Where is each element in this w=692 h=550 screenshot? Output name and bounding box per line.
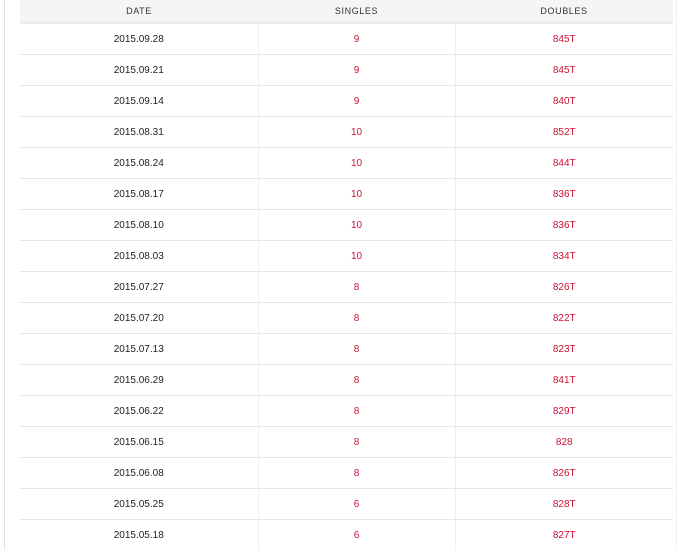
- singles-cell: 6: [258, 520, 455, 550]
- date-cell: 2015.09.21: [20, 55, 258, 86]
- weekly-chart-table: [20, 0, 673, 550]
- singles-cell: 10: [258, 210, 455, 241]
- doubles-cell: 826T: [455, 272, 673, 303]
- date-cell: 2015.06.29: [20, 365, 258, 396]
- doubles-cell: 836T: [455, 179, 673, 210]
- doubles-cell: 828T: [455, 489, 673, 520]
- singles-cell: 8: [258, 427, 455, 458]
- doubles-cell: 845T: [455, 55, 673, 86]
- doubles-cell: 827T: [455, 520, 673, 550]
- table-row: [20, 117, 673, 148]
- doubles-cell: 829T: [455, 396, 673, 427]
- table-row: [20, 427, 673, 458]
- date-cell: 2015.07.27: [20, 272, 258, 303]
- date-cell: 2015.08.17: [20, 179, 258, 210]
- table-row: [20, 272, 673, 303]
- singles-cell: 9: [258, 23, 455, 55]
- singles-cell: 10: [258, 148, 455, 179]
- table-row: [20, 148, 673, 179]
- left-divider: [4, 0, 5, 550]
- date-cell: 2015.05.25: [20, 489, 258, 520]
- singles-cell: 8: [258, 458, 455, 489]
- singles-cell: 8: [258, 396, 455, 427]
- right-divider: [676, 0, 677, 550]
- singles-cell: 10: [258, 117, 455, 148]
- table-row: [20, 23, 673, 55]
- table-row: [20, 179, 673, 210]
- table-row: [20, 241, 673, 272]
- doubles-cell: 822T: [455, 303, 673, 334]
- date-cell: 2015.09.14: [20, 86, 258, 117]
- date-cell: 2015.08.10: [20, 210, 258, 241]
- column-header-singles: SINGLES: [258, 0, 455, 23]
- date-cell: 2015.05.18: [20, 520, 258, 550]
- doubles-cell: 841T: [455, 365, 673, 396]
- table-row: [20, 365, 673, 396]
- table-row: [20, 334, 673, 365]
- date-cell: 2015.09.28: [20, 23, 258, 55]
- date-cell: 2015.06.15: [20, 427, 258, 458]
- table-row: [20, 520, 673, 550]
- doubles-cell: 845T: [455, 23, 673, 55]
- singles-cell: 10: [258, 241, 455, 272]
- table-row: [20, 458, 673, 489]
- singles-cell: 8: [258, 365, 455, 396]
- doubles-cell: 828: [455, 427, 673, 458]
- column-header-doubles: DOUBLES: [455, 0, 673, 23]
- singles-cell: 9: [258, 86, 455, 117]
- doubles-cell: 840T: [455, 86, 673, 117]
- singles-cell: 8: [258, 303, 455, 334]
- doubles-cell: 852T: [455, 117, 673, 148]
- date-cell: 2015.06.22: [20, 396, 258, 427]
- table-row: [20, 210, 673, 241]
- table-header: [20, 0, 673, 23]
- table-row: [20, 303, 673, 334]
- table-row: [20, 86, 673, 117]
- date-cell: 2015.08.03: [20, 241, 258, 272]
- singles-cell: 6: [258, 489, 455, 520]
- doubles-cell: 834T: [455, 241, 673, 272]
- table-row: [20, 55, 673, 86]
- date-cell: 2015.08.24: [20, 148, 258, 179]
- header-row: [20, 0, 673, 23]
- table-row: [20, 396, 673, 427]
- singles-cell: 10: [258, 179, 455, 210]
- column-header-date: DATE: [20, 0, 258, 23]
- table-body: [20, 23, 673, 550]
- singles-cell: 9: [258, 55, 455, 86]
- singles-cell: 8: [258, 272, 455, 303]
- date-cell: 2015.08.31: [20, 117, 258, 148]
- doubles-cell: 836T: [455, 210, 673, 241]
- doubles-cell: 823T: [455, 334, 673, 365]
- date-cell: 2015.07.13: [20, 334, 258, 365]
- doubles-cell: 844T: [455, 148, 673, 179]
- singles-cell: 8: [258, 334, 455, 365]
- doubles-cell: 826T: [455, 458, 673, 489]
- table-row: [20, 489, 673, 520]
- date-cell: 2015.06.08: [20, 458, 258, 489]
- date-cell: 2015.07.20: [20, 303, 258, 334]
